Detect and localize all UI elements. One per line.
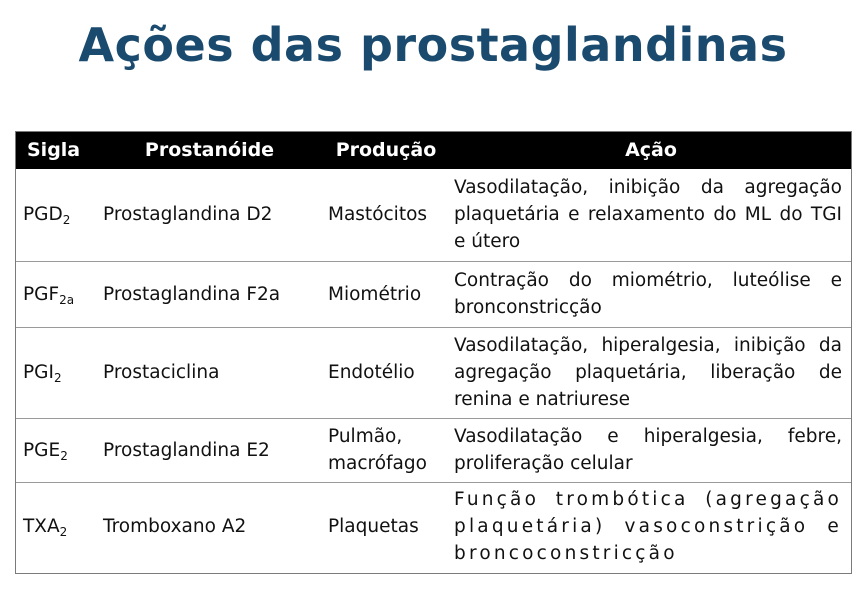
row-prostanoide: Prostaglandina F2a bbox=[97, 261, 322, 327]
row-sigla: $TXA_2$ bbox=[15, 482, 97, 571]
row-acao: Vasodilatação, inibição da agregação plaquetária e relaxamento do ML do TGI e útero bbox=[454, 177, 842, 253]
header-prostanoide: Prostanóide bbox=[97, 131, 322, 169]
table-row bbox=[15, 327, 852, 418]
header-producao: Produção bbox=[322, 131, 450, 169]
row-producao: Endotélio bbox=[322, 327, 450, 418]
row-producao: Plaquetas bbox=[322, 482, 450, 571]
table-row bbox=[15, 418, 852, 482]
row-acao: Vasodilatação e hiperalgesia, febre, proliferação celular bbox=[450, 418, 852, 482]
row-sigla: $PGE_2$ bbox=[15, 418, 97, 482]
row-acao: Vasodilatação, hiperalgesia, inibição da agregação plaquetária, liberação de renina e natriurese bbox=[450, 327, 852, 418]
table-row bbox=[15, 261, 852, 327]
row-sigla: $PGD_2$ bbox=[23, 204, 71, 228]
table-header-row bbox=[15, 131, 852, 169]
table-row bbox=[15, 482, 852, 571]
row-sigla: $PGF_{2a}$ bbox=[15, 261, 97, 327]
row-producao: Miométrio bbox=[322, 261, 450, 327]
page-title: Ações das prostaglandinas bbox=[78, 18, 788, 72]
row-prostanoide: Prostaciclina bbox=[97, 327, 322, 418]
row-acao: Contração do miométrio, luteólise e bronconstricção bbox=[450, 261, 852, 327]
row-producao: Mastócitos bbox=[328, 204, 428, 226]
row-acao: Função trombótica (agregação plaquetária) vasoconstrição e broncoconstricção bbox=[450, 482, 852, 571]
row-prostanoide: Prostaglandina E2 bbox=[97, 418, 322, 482]
row-prostanoide: Tromboxano A2 bbox=[97, 482, 322, 571]
row-prostanoide: Prostaglandina D2 bbox=[103, 204, 273, 226]
prostaglandin-table bbox=[15, 131, 852, 571]
header-sigla: Sigla bbox=[15, 131, 97, 169]
row-sigla: $PGI_2$ bbox=[15, 327, 97, 418]
row-producao: Pulmão, macrófago bbox=[322, 418, 450, 482]
table-row bbox=[15, 169, 852, 261]
header-acao: Ação bbox=[450, 131, 852, 169]
